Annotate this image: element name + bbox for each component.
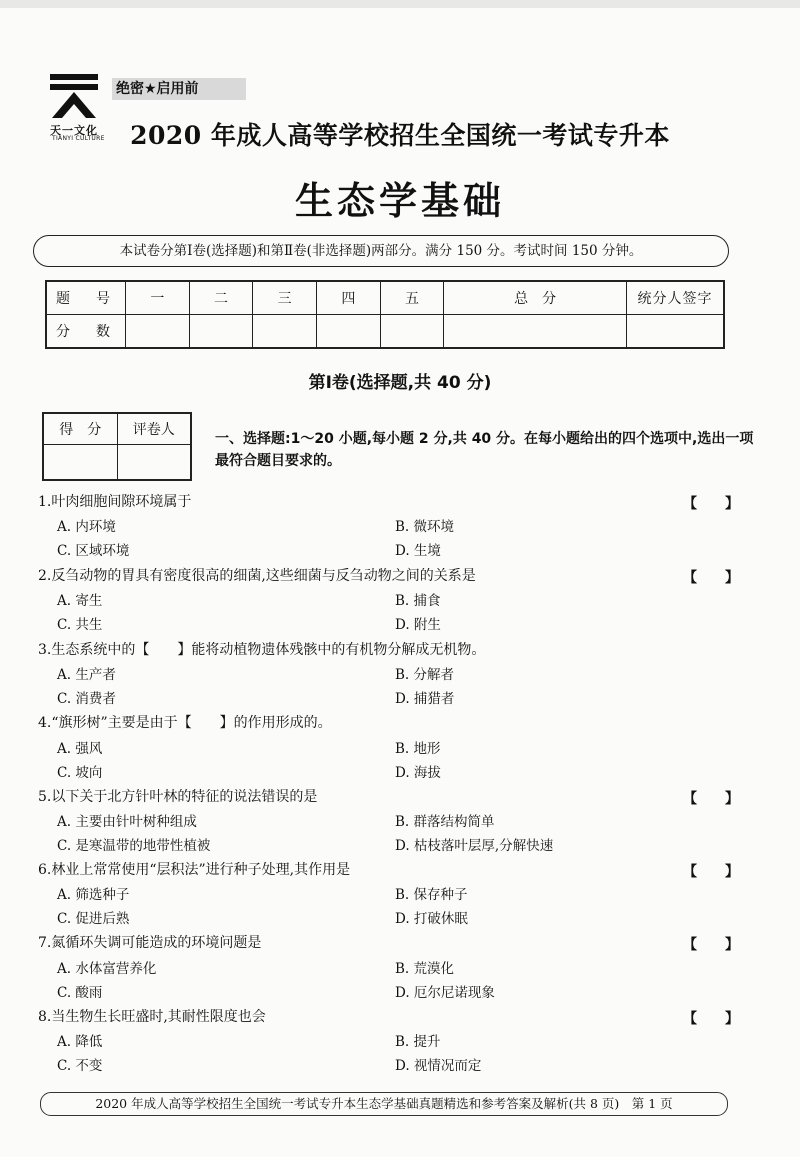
exam-title: 2020 年成人高等学校招生全国统一考试专升本 [130,121,670,150]
answer-bracket: 【 】 [683,496,739,512]
score-cell-signature: 统分人签字 [627,281,725,315]
option-c: C. 促进后熟 [57,911,130,927]
score-cell-2: 二 [189,281,253,315]
subject-title: 生态学基础 [294,179,505,223]
score-blank [444,315,627,349]
option-a: A. 水体富营养化 [57,961,157,977]
option-b: B. 微环境 [395,519,455,535]
score-cell-3: 三 [253,281,317,315]
score-row-label: 分 数 [46,315,126,349]
option-d: D. 打破休眠 [395,911,468,927]
answer-bracket: 【 】 [683,1011,739,1027]
question-stem: 2.反刍动物的胃具有密度很高的细菌,这些细菌与反刍动物之间的关系是 [38,568,476,584]
option-b: B. 地形 [395,741,441,757]
option-b: B. 保存种子 [395,887,468,903]
option-a: A. 降低 [57,1034,103,1050]
option-c: C. 不变 [57,1058,103,1074]
grader-blank [43,445,117,481]
answer-bracket: 【 】 [683,791,739,807]
grader-score-label: 得 分 [43,413,117,445]
score-table [45,280,725,349]
option-c: C. 区域环境 [57,543,130,559]
option-d: D. 厄尔尼诺现象 [395,985,495,1001]
answer-bracket: 【 】 [683,937,739,953]
option-b: B. 群落结构简单 [395,814,495,830]
logo-cn-text: 天一文化 [50,124,98,137]
confidential-label: 绝密★启用前 [112,78,246,100]
answer-bracket: 【 】 [683,570,739,586]
exam-notice: 本试卷分第Ⅰ卷(选择题)和第Ⅱ卷(非选择题)两部分。满分 150 分。考试时间 150 分钟。 [33,235,729,267]
option-a: A. 内环境 [57,519,116,535]
question-stem: 5.以下关于北方针叶林的特征的说法错误的是 [38,789,318,805]
option-d: D. 附生 [395,617,441,633]
score-blank [189,315,253,349]
option-a: A. 筛选种子 [57,887,130,903]
score-blank [253,315,317,349]
answer-bracket: 【 】 [683,864,739,880]
section-heading: 一、选择题:1～20 小题,每小题 2 分,共 40 分。在每小题给出的四个选项中,选出一项最符合题目要求的。 [215,431,754,469]
option-d: D. 捕猎者 [395,691,455,707]
option-b: B. 荒漠化 [395,961,455,977]
question-stem: 7.氮循环失调可能造成的环境问题是 [38,935,262,951]
option-c: C. 坡向 [57,765,103,781]
question-stem: 8.当生物生长旺盛时,其耐性限度也会 [38,1009,266,1025]
option-b: B. 分解者 [395,667,455,683]
option-a: A. 生产者 [57,667,116,683]
option-d: D. 海拔 [395,765,441,781]
option-a: A. 主要由针叶树种组成 [57,814,197,830]
page-footer: 2020 年成人高等学校招生全国统一考试专升本生态学基础真题精选和参考答案及解析(共 8 页) 第 1 页 [40,1092,728,1116]
score-cell-4: 四 [317,281,381,315]
score-cell-1: 一 [126,281,190,315]
option-c: C. 共生 [57,617,103,633]
question-stem: 3.生态系统中的【 】能将动植物遗体残骸中的有机物分解成无机物。 [38,642,486,658]
question-stem: 6.林业上常常使用“层积法”进行种子处理,其作用是 [38,862,351,878]
question-stem: 4.“旗形树”主要是由于【 】的作用形成的。 [38,715,332,731]
score-cell-total: 总 分 [444,281,627,315]
tianyi-logo-icon [46,72,102,120]
score-blank [627,315,725,349]
grader-blank [117,445,191,481]
option-d: D. 枯枝落叶层厚,分解快速 [395,838,554,854]
score-table-score-row [46,315,724,349]
option-c: C. 酸雨 [57,985,103,1001]
score-cell-label: 题 号 [46,281,126,315]
score-cell-5: 五 [380,281,444,315]
option-d: D. 生境 [395,543,441,559]
logo-en-text: TIANYI CULTURE [52,135,105,142]
option-b: B. 捕食 [395,593,441,609]
grader-box [42,412,192,481]
question-stem: 1.叶肉细胞间隙环境属于 [38,494,192,510]
option-c: C. 是寒温带的地带性植被 [57,838,211,854]
option-c: C. 消费者 [57,691,116,707]
option-d: D. 视情况而定 [395,1058,482,1074]
score-blank [317,315,381,349]
grader-reviewer-label: 评卷人 [117,413,191,445]
score-blank [126,315,190,349]
scan-edge [0,0,800,8]
score-blank [380,315,444,349]
option-a: A. 寄生 [57,593,103,609]
option-b: B. 提升 [395,1034,441,1050]
part-one-title: 第Ⅰ卷(选择题,共 40 分) [308,373,492,393]
score-table-header-row [46,281,724,315]
option-a: A. 强风 [57,741,103,757]
